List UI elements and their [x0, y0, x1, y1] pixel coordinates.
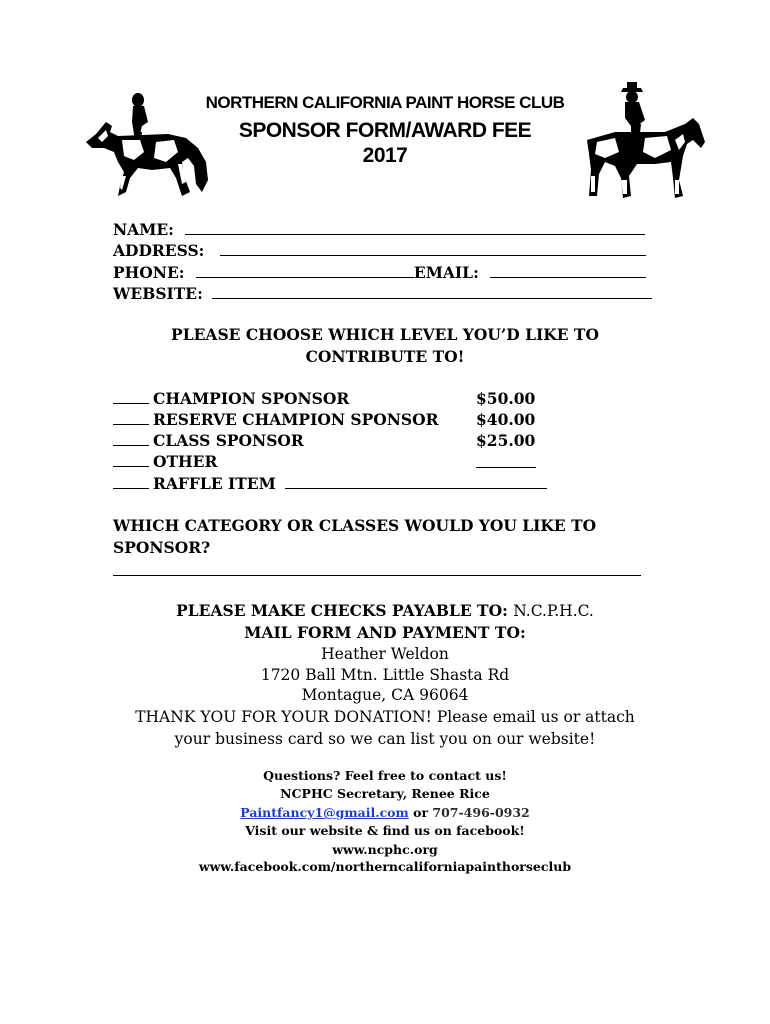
category-prompt-line2: SPONSOR? [113, 538, 211, 557]
address-label: ADDRESS: [113, 241, 205, 260]
level-checkbox[interactable] [113, 474, 149, 489]
level-label: RESERVE CHAMPION SPONSOR [153, 410, 439, 429]
level-row [113, 474, 547, 493]
name-field[interactable] [185, 220, 645, 235]
questions-text: Questions? Feel free to contact us! [263, 768, 507, 783]
level-checkbox[interactable] [113, 431, 149, 446]
address-field[interactable] [220, 241, 646, 256]
name-label: NAME: [113, 220, 174, 239]
level-label: CLASS SPONSOR [153, 431, 304, 450]
level-price: $50.00 [476, 389, 536, 408]
choose-level-prompt-line2: CONTRIBUTE TO! [305, 347, 465, 366]
level-price: $25.00 [476, 431, 536, 450]
raffle-item-field[interactable] [285, 474, 547, 489]
website-url[interactable]: www.ncphc.org [332, 842, 438, 857]
form-year: 2017 [362, 144, 408, 167]
payable-row [0, 601, 770, 620]
level-checkbox[interactable] [113, 389, 149, 404]
level-row [113, 389, 349, 408]
level-row [113, 431, 304, 450]
level-row [113, 410, 439, 429]
category-prompt-line1: WHICH CATEGORY OR CLASSES WOULD YOU LIKE TO [113, 516, 597, 535]
payable-value: N.C.P.H.C. [513, 602, 594, 620]
website-field[interactable] [212, 284, 652, 299]
address-field-row [113, 241, 646, 260]
phone-label: PHONE: [113, 263, 185, 282]
email-label: EMAIL: [413, 263, 479, 282]
club-name: NORTHERN CALIFORNIA PAINT HORSE CLUB [205, 93, 565, 112]
level-label: RAFFLE ITEM [153, 474, 276, 493]
phone-email-row [113, 263, 646, 282]
or-text: or [408, 805, 433, 820]
website-label: WEBSITE: [113, 284, 203, 303]
payable-label: PLEASE MAKE CHECKS PAYABLE TO: [176, 601, 508, 620]
email-phone-row [0, 805, 770, 820]
mail-city: Montague, CA 96064 [301, 686, 469, 704]
facebook-url[interactable]: www.facebook.com/northerncaliforniapainthorseclub [198, 859, 572, 874]
choose-level-prompt-line1: PLEASE CHOOSE WHICH LEVEL YOU’D LIKE TO [171, 325, 599, 344]
level-label: OTHER [153, 452, 218, 471]
mail-street: 1720 Ball Mtn. Little Shasta Rd [260, 666, 510, 684]
visit-text: Visit our website & find us on facebook! [245, 823, 525, 838]
phone-field[interactable] [196, 263, 414, 278]
level-row [113, 452, 217, 471]
level-price: $40.00 [476, 410, 536, 429]
contact-phone: 707-496-0932 [432, 805, 530, 820]
name-field-row [113, 220, 645, 239]
thanks-line1: THANK YOU FOR YOUR DONATION! Please email us or attach [135, 708, 635, 726]
thanks-line2: your business card so we can list you on our website! [174, 730, 596, 748]
secretary-text: NCPHC Secretary, Renee Rice [280, 786, 490, 801]
contact-email-link[interactable]: Paintfancy1@gmail.com [240, 805, 409, 820]
level-label: CHAMPION SPONSOR [153, 389, 350, 408]
other-amount-field[interactable] [476, 452, 536, 468]
level-checkbox[interactable] [113, 410, 149, 425]
mail-to-label: MAIL FORM AND PAYMENT TO: [244, 623, 526, 642]
website-field-row [113, 284, 652, 303]
category-field[interactable] [113, 558, 641, 576]
email-field[interactable] [490, 263, 646, 278]
form-title: SPONSOR FORM/AWARD FEE [238, 119, 532, 142]
mail-name: Heather Weldon [321, 645, 449, 663]
level-checkbox[interactable] [113, 452, 149, 467]
